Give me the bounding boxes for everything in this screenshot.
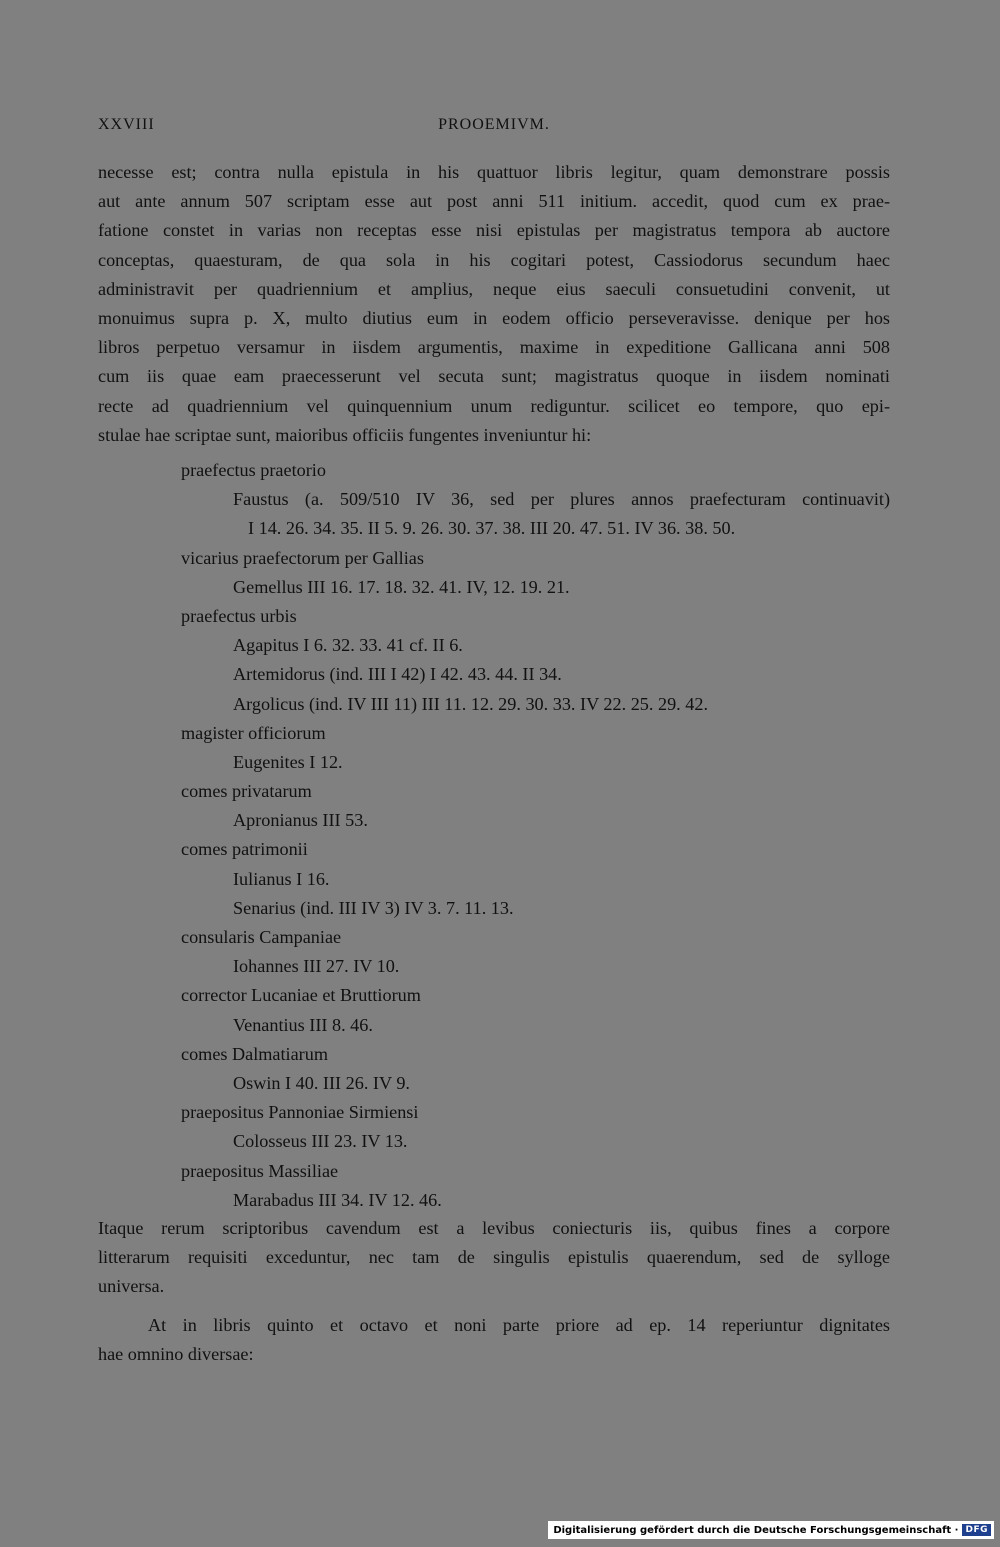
office-holder: Senarius (ind. III IV 3) IV 3. 7. 11. 13. xyxy=(233,897,514,918)
office-holder: Argolicus (ind. IV III 11) III 11. 12. 29. 30. 33. IV 22. 25. 29. 42. xyxy=(233,693,709,714)
office-holder: Iohannes III 27. IV 10. xyxy=(233,956,400,977)
paragraph-intro xyxy=(98,158,890,450)
office-title: magister officiorum xyxy=(181,722,326,743)
text-line: cum iis quae eam praecesserunt vel secuta sunt; magistratus quoque in iisdem nominati xyxy=(98,366,890,387)
office-title: praefectus urbis xyxy=(181,605,297,626)
text-line: administravit per quadriennium et amplius, neque eius saeculi consuetudini convenit, ut xyxy=(98,278,890,299)
office-title: praefectus praetorio xyxy=(181,460,326,480)
text-line: recte ad quadriennium vel quinquennium unum rediguntur. scilicet eo tempore, quo epi- xyxy=(98,395,890,416)
office-holder: Agapitus I 6. 32. 33. 41 cf. II 6. xyxy=(233,635,463,656)
office-title: praepositus Pannoniae Sirmiensi xyxy=(181,1102,419,1123)
office-holder: Gemellus III 16. 17. 18. 32. 41. IV, 12. 19. 21. xyxy=(233,576,570,597)
text-line: libros perpetuo versamur in iisdem argumentis, maxime in expeditione Gallicana anni 508 xyxy=(98,337,890,358)
paragraph-conclusion xyxy=(98,1214,890,1302)
text-line: At in libris quinto et octavo et noni parte priore ad ep. 14 reperiuntur dignitates xyxy=(148,1315,890,1335)
office-title: comes Dalmatiarum xyxy=(181,1043,328,1064)
funding-credit xyxy=(548,1521,994,1539)
funding-credit-text: Digitalisierung gefördert durch die Deutsche Forschungsgemeinschaft · xyxy=(553,1524,959,1536)
text-line: fatione constet in varias non receptas esse nisi epistulas per magistratus tempora ab auctore xyxy=(98,220,890,241)
office-holder: Iulianus I 16. xyxy=(233,868,330,889)
page-header xyxy=(98,116,890,140)
office-title: corrector Lucaniae et Bruttiorum xyxy=(181,985,421,1006)
office-holder: Faustus (a. 509/510 IV 36, sed per plures annos praefecturam continuavit) xyxy=(233,489,890,510)
office-holder: Marabadus III 34. IV 12. 46. xyxy=(233,1189,442,1210)
office-holder: Eugenites I 12. xyxy=(233,751,343,772)
text-line: monuimus supra p. X, multo diutius eum in eodem officio perseveravisse. denique per hos xyxy=(98,307,890,328)
office-holder: Artemidorus (ind. III I 42) I 42. 43. 44. II 34. xyxy=(233,664,562,685)
page-number: XXVIII xyxy=(98,116,155,133)
text-line: universa. xyxy=(98,1276,165,1297)
office-holder-references: I 14. 26. 34. 35. II 5. 9. 26. 30. 37. 38. III 20. 47. 51. IV 36. 38. 50. xyxy=(248,518,736,539)
text-line: Itaque rerum scriptoribus cavendum est a levibus coniecturis iis, quibus fines a corpore xyxy=(98,1218,890,1238)
paragraph-next xyxy=(98,1311,890,1369)
text-line: necesse est; contra nulla epistula in his quattuor libris legitur, quam demonstrare possis xyxy=(98,162,890,182)
text-line: hae omnino diversae: xyxy=(98,1344,254,1365)
office-title: comes patrimonii xyxy=(181,839,308,860)
text-line: aut ante annum 507 scriptam esse aut post anni 511 initium. accedit, quod cum ex prae- xyxy=(98,191,890,212)
office-title: vicarius praefectorum per Gallias xyxy=(181,547,424,568)
office-title: consularis Campaniae xyxy=(181,927,342,947)
office-holder: Venantius III 8. 46. xyxy=(233,1014,373,1035)
running-title: PROOEMIVM. xyxy=(438,116,550,133)
office-holder: Apronianus III 53. xyxy=(233,810,368,831)
office-title: praepositus Massiliae xyxy=(181,1160,339,1181)
text-line: litterarum requisiti exceduntur, nec tam de singulis epistulis quaerendum, sed de sylloge xyxy=(98,1247,890,1268)
office-title: comes privatarum xyxy=(181,781,312,802)
dfg-logo-icon: DFG xyxy=(962,1524,991,1536)
text-line: stulae hae scriptae sunt, maioribus officiis fungentes inveniuntur hi: xyxy=(98,424,592,445)
officials-list xyxy=(98,456,898,1215)
office-holder: Oswin I 40. III 26. IV 9. xyxy=(233,1072,410,1093)
text-line: conceptas, quaesturam, de qua sola in his cogitari potest, Cassiodorus secundum haec xyxy=(98,249,890,270)
office-holder: Colosseus III 23. IV 13. xyxy=(233,1131,408,1152)
